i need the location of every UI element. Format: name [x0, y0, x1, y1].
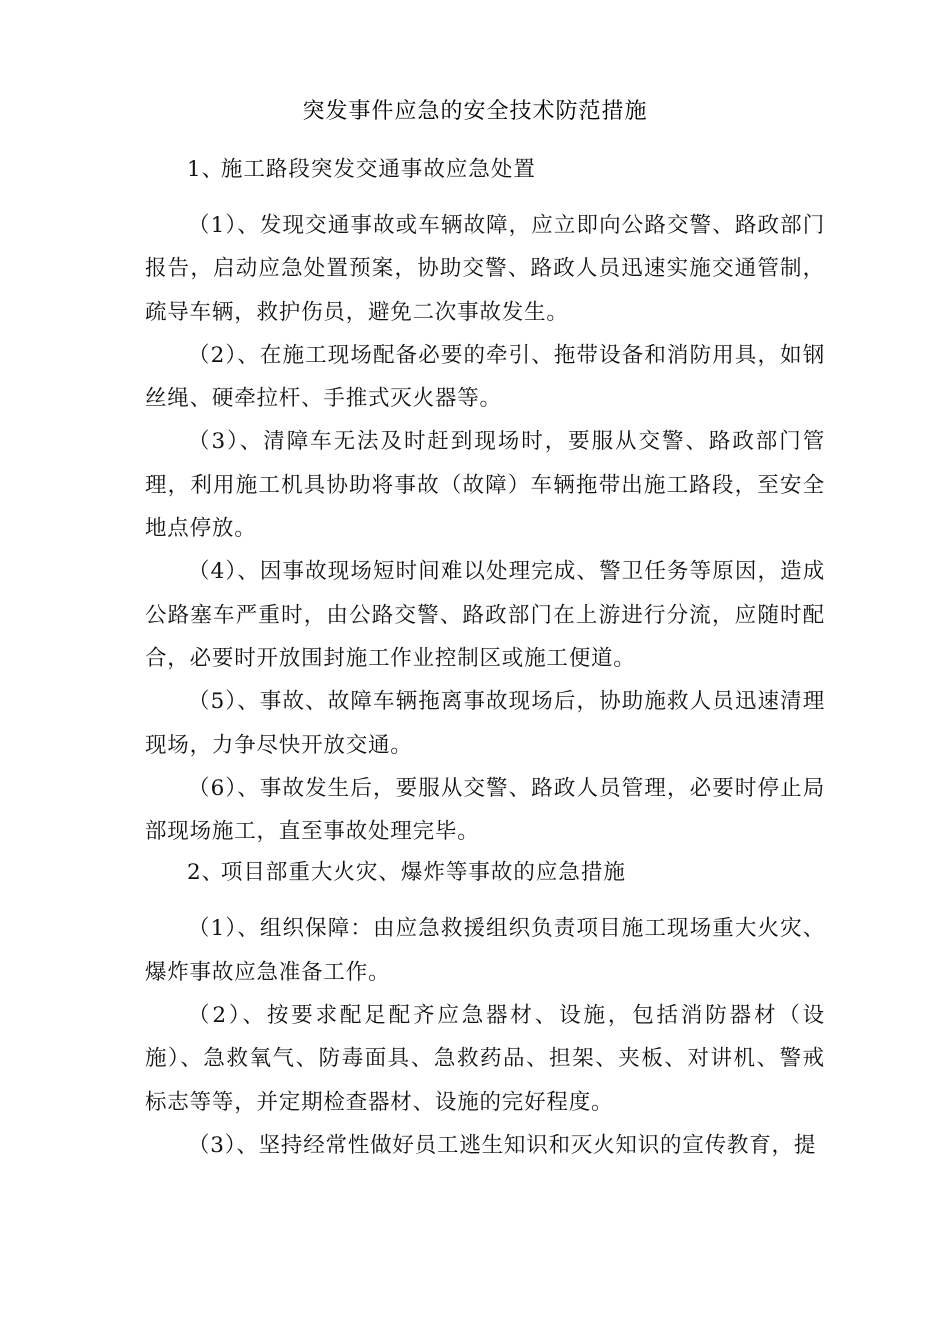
section-title: 施工路段突发交通事故应急处置 [220, 157, 536, 182]
section-number: 2、 [187, 860, 225, 886]
paragraph: （2）、按要求配足配齐应急器材、设施，包括消防器材（设施）、急救氧气、防毒面具、急救药品、担架、夹板、对讲机、警戒标志等等，并定期检查器材、设施的完好程度。 [145, 1003, 825, 1115]
document-title: 突发事件应急的安全技术防范措施 [302, 99, 648, 124]
paragraph: （3）、清障车无法及时赶到现场时，要服从交警、路政部门管理，利用施工机具协助将事故（故障）车辆拖带出施工路段，至安全地点停放。 [145, 429, 825, 542]
paragraph: （1）、发现交通事故或车辆故障，应立即向公路交警、路政部门报告，启动应急处置预案，协助交警、路政人员迅速实施交通管制，疏导车辆，救护伤员，避免二次事故发生。 [145, 213, 825, 325]
paragraph: （1）、组织保障：由应急救援组织负责项目施工现场重大火灾、爆炸事故应急准备工作。 [145, 916, 825, 985]
section-heading-1 [145, 150, 825, 190]
section-heading-2 [145, 853, 825, 893]
paragraph: （4）、因事故现场短时间难以处理完成、警卫任务等原因，造成公路塞车严重时，由公路交警、路政部门在上游进行分流，应随时配合，必要时开放围封施工作业控制区或施工便道。 [145, 559, 825, 671]
section-number: 1、 [187, 157, 225, 182]
section-title: 项目部重大火灾、爆炸等事故的应急措施 [220, 860, 626, 886]
paragraph: （2）、在施工现场配备必要的牵引、拖带设备和消防用具，如钢丝绳、硬牵拉杆、手推式灭火器等。 [145, 342, 825, 412]
paragraph: （3）、坚持经常性做好员工逃生知识和灭火知识的宣传教育，提 [188, 1132, 817, 1158]
document-body [145, 150, 825, 1167]
paragraph: （5）、事故、故障车辆拖离事故现场后，协助施救人员迅速清理现场，力争尽快开放交通。 [145, 689, 825, 758]
paragraph: （6）、事故发生后，要服从交警、路政人员管理，必要时停止局部现场施工，直至事故处理完毕。 [145, 775, 825, 845]
